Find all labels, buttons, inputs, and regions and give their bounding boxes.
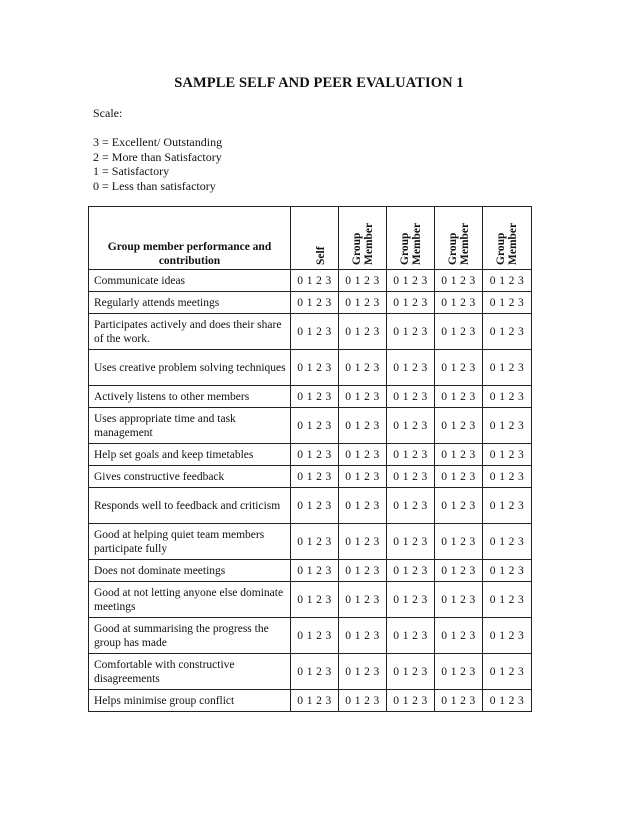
criterion-label: Actively listens to other members (89, 386, 291, 408)
evaluation-table (88, 206, 532, 712)
rating-cell-self[interactable]: 0 1 2 3 (291, 350, 339, 386)
rating-cell-group-member[interactable]: 0 1 2 3 (339, 618, 387, 654)
column-header-label: Self (314, 246, 327, 265)
column-header-group-member (483, 207, 532, 270)
rating-cell-group-member[interactable]: 0 1 2 3 (435, 292, 483, 314)
rating-cell-group-member[interactable]: 0 1 2 3 (435, 488, 483, 524)
column-header-label: Group Member (495, 222, 519, 265)
rating-cell-self[interactable]: 0 1 2 3 (291, 690, 339, 712)
rating-cell-group-member[interactable]: 0 1 2 3 (339, 560, 387, 582)
scale-label: Scale: (93, 106, 123, 120)
rating-cell-group-member[interactable]: 0 1 2 3 (387, 444, 435, 466)
column-header-group-member (339, 207, 387, 270)
rating-cell-group-member[interactable]: 0 1 2 3 (387, 466, 435, 488)
rating-cell-self[interactable]: 0 1 2 3 (291, 654, 339, 690)
rating-cell-group-member[interactable]: 0 1 2 3 (339, 444, 387, 466)
table-row (89, 444, 532, 466)
rating-cell-group-member[interactable]: 0 1 2 3 (483, 582, 532, 618)
table-row (89, 488, 532, 524)
rating-cell-group-member[interactable]: 0 1 2 3 (435, 618, 483, 654)
rating-cell-group-member[interactable]: 0 1 2 3 (483, 524, 532, 560)
table-row (89, 466, 532, 488)
rating-cell-group-member[interactable]: 0 1 2 3 (387, 488, 435, 524)
rating-cell-group-member[interactable]: 0 1 2 3 (435, 582, 483, 618)
rating-cell-group-member[interactable]: 0 1 2 3 (435, 408, 483, 444)
rating-cell-group-member[interactable]: 0 1 2 3 (483, 386, 532, 408)
rating-cell-group-member[interactable]: 0 1 2 3 (435, 466, 483, 488)
rating-cell-self[interactable]: 0 1 2 3 (291, 618, 339, 654)
column-header-group-member (387, 207, 435, 270)
criterion-label: Regularly attends meetings (89, 292, 291, 314)
rating-cell-group-member[interactable]: 0 1 2 3 (483, 690, 532, 712)
table-row (89, 582, 532, 618)
rating-cell-group-member[interactable]: 0 1 2 3 (387, 582, 435, 618)
rating-cell-group-member[interactable]: 0 1 2 3 (339, 524, 387, 560)
column-header-label: Group Member (446, 222, 471, 265)
rating-cell-self[interactable]: 0 1 2 3 (291, 314, 339, 350)
rating-cell-self[interactable]: 0 1 2 3 (291, 270, 339, 292)
rating-cell-group-member[interactable]: 0 1 2 3 (387, 690, 435, 712)
rating-cell-self[interactable]: 0 1 2 3 (291, 408, 339, 444)
rating-cell-group-member[interactable]: 0 1 2 3 (387, 270, 435, 292)
rating-cell-group-member[interactable]: 0 1 2 3 (435, 654, 483, 690)
rating-cell-group-member[interactable]: 0 1 2 3 (387, 314, 435, 350)
rating-cell-group-member[interactable]: 0 1 2 3 (387, 654, 435, 690)
rating-cell-self[interactable]: 0 1 2 3 (291, 386, 339, 408)
rating-cell-group-member[interactable]: 0 1 2 3 (483, 618, 532, 654)
column-header-group-member (435, 207, 483, 270)
rating-cell-group-member[interactable]: 0 1 2 3 (435, 386, 483, 408)
scale-item: 2 = More than Satisfactory (93, 149, 222, 164)
rating-cell-group-member[interactable]: 0 1 2 3 (435, 690, 483, 712)
rating-cell-self[interactable]: 0 1 2 3 (291, 292, 339, 314)
rating-cell-group-member[interactable]: 0 1 2 3 (339, 466, 387, 488)
criterion-label: Does not dominate meetings (89, 560, 291, 582)
rating-cell-group-member[interactable]: 0 1 2 3 (387, 350, 435, 386)
rating-cell-group-member[interactable]: 0 1 2 3 (483, 270, 532, 292)
rating-cell-group-member[interactable]: 0 1 2 3 (483, 314, 532, 350)
rating-cell-group-member[interactable]: 0 1 2 3 (387, 560, 435, 582)
criterion-label: Comfortable with constructive disagreements (89, 654, 291, 690)
rating-cell-self[interactable]: 0 1 2 3 (291, 466, 339, 488)
table-row (89, 524, 532, 560)
page-title: SAMPLE SELF AND PEER EVALUATION 1 (174, 75, 464, 91)
criterion-label: Participates actively and does their share of the work. (89, 314, 291, 350)
rating-cell-group-member[interactable]: 0 1 2 3 (387, 292, 435, 314)
rating-cell-group-member[interactable]: 0 1 2 3 (435, 444, 483, 466)
criterion-label: Good at helping quiet team members participate fully (89, 524, 291, 560)
rating-cell-group-member[interactable]: 0 1 2 3 (339, 386, 387, 408)
rating-cell-self[interactable]: 0 1 2 3 (291, 444, 339, 466)
rating-cell-group-member[interactable]: 0 1 2 3 (339, 314, 387, 350)
evaluation-table-body (89, 270, 532, 712)
rating-cell-group-member[interactable]: 0 1 2 3 (339, 488, 387, 524)
table-row (89, 618, 532, 654)
table-row (89, 560, 532, 582)
rating-cell-group-member[interactable]: 0 1 2 3 (483, 488, 532, 524)
rating-cell-group-member[interactable]: 0 1 2 3 (339, 292, 387, 314)
rating-cell-group-member[interactable]: 0 1 2 3 (339, 654, 387, 690)
rating-cell-group-member[interactable]: 0 1 2 3 (435, 560, 483, 582)
table-row (89, 408, 532, 444)
table-row (89, 314, 532, 350)
table-row (89, 690, 532, 712)
scale-legend (93, 135, 222, 193)
rating-cell-group-member[interactable]: 0 1 2 3 (483, 466, 532, 488)
scale-item: 1 = Satisfactory (93, 164, 170, 178)
rating-cell-group-member[interactable]: 0 1 2 3 (483, 444, 532, 466)
criteria-column-header: Group member performance and contribution (89, 207, 291, 270)
rating-cell-group-member[interactable]: 0 1 2 3 (483, 292, 532, 314)
table-row (89, 292, 532, 314)
rating-cell-group-member[interactable]: 0 1 2 3 (483, 654, 532, 690)
rating-cell-group-member[interactable]: 0 1 2 3 (387, 618, 435, 654)
rating-cell-group-member[interactable]: 0 1 2 3 (339, 270, 387, 292)
rating-cell-group-member[interactable]: 0 1 2 3 (387, 524, 435, 560)
criterion-label: Responds well to feedback and criticism (89, 488, 291, 524)
criterion-label: Help set goals and keep timetables (89, 444, 291, 466)
criterion-label: Uses appropriate time and task management (89, 408, 291, 444)
rating-cell-group-member[interactable]: 0 1 2 3 (387, 386, 435, 408)
criterion-label: Helps minimise group conflict (89, 690, 291, 712)
rating-cell-group-member[interactable]: 0 1 2 3 (339, 690, 387, 712)
rating-cell-group-member[interactable]: 0 1 2 3 (339, 582, 387, 618)
rating-cell-self[interactable]: 0 1 2 3 (291, 488, 339, 524)
table-row (89, 654, 532, 690)
rating-cell-group-member[interactable]: 0 1 2 3 (435, 350, 483, 386)
scale-item: 3 = Excellent/ Outstanding (93, 135, 223, 149)
rating-cell-self[interactable]: 0 1 2 3 (291, 582, 339, 618)
criterion-label: Good at not letting anyone else dominate meetings (89, 582, 291, 618)
criterion-label: Communicate ideas (89, 270, 291, 292)
rating-cell-group-member[interactable]: 0 1 2 3 (387, 408, 435, 444)
scale-item: 0 = Less than satisfactory (93, 178, 216, 193)
rating-cell-self[interactable]: 0 1 2 3 (291, 524, 339, 560)
table-row (89, 386, 532, 408)
table-header-row (89, 207, 532, 270)
rating-cell-group-member[interactable]: 0 1 2 3 (483, 560, 532, 582)
rating-cell-group-member[interactable]: 0 1 2 3 (435, 524, 483, 560)
column-header-self (291, 207, 339, 270)
criterion-label: Good at summarising the progress the group has made (89, 618, 291, 654)
rating-cell-self[interactable]: 0 1 2 3 (291, 560, 339, 582)
rating-cell-group-member[interactable]: 0 1 2 3 (483, 350, 532, 386)
table-row (89, 350, 532, 386)
rating-cell-group-member[interactable]: 0 1 2 3 (435, 270, 483, 292)
criterion-label: Uses creative problem solving techniques (89, 350, 291, 386)
criterion-label: Gives constructive feedback (89, 466, 291, 488)
table-row (89, 270, 532, 292)
rating-cell-group-member[interactable]: 0 1 2 3 (339, 350, 387, 386)
rating-cell-group-member[interactable]: 0 1 2 3 (483, 408, 532, 444)
rating-cell-group-member[interactable]: 0 1 2 3 (339, 408, 387, 444)
column-header-label: Group Member (398, 222, 423, 265)
rating-cell-group-member[interactable]: 0 1 2 3 (435, 314, 483, 350)
column-header-label: Group Member (350, 222, 375, 265)
